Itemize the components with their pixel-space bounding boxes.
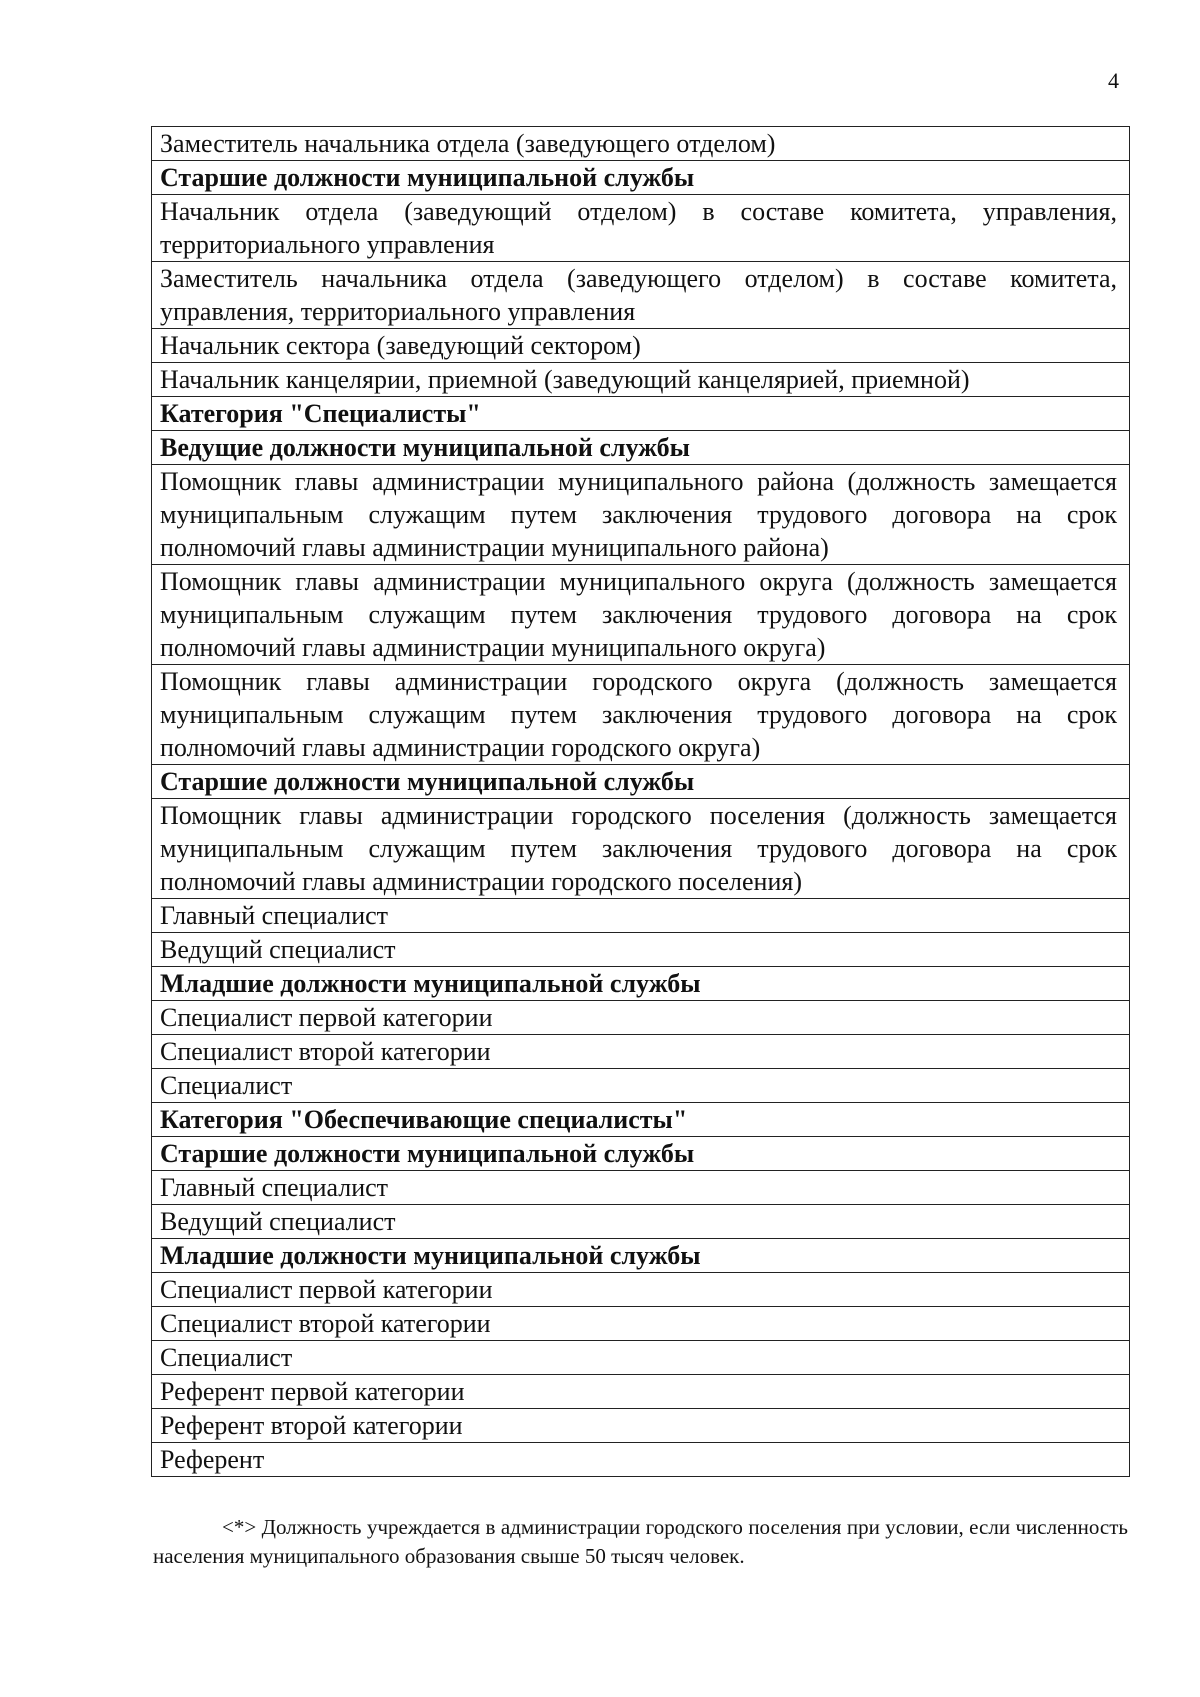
table-cell: Ведущий специалист (152, 1205, 1130, 1239)
table-cell: Начальник сектора (заведующий сектором) (152, 329, 1130, 363)
table-row (152, 1409, 1130, 1443)
page-number: 4 (1108, 68, 1119, 93)
section-header-row (152, 431, 1130, 465)
table-cell: Специалист первой категории (152, 1001, 1130, 1035)
section-header-cell: Старшие должности муниципальной службы (152, 765, 1130, 799)
section-header-row (152, 967, 1130, 1001)
table-cell: Референт (152, 1443, 1130, 1477)
table-row (152, 899, 1130, 933)
table-row (152, 1069, 1130, 1103)
table-cell: Начальник отдела (заведующий отделом) в составе комитета, управления, территориального управления (152, 195, 1130, 262)
category-header-cell: Категория "Обеспечивающие специалисты" (152, 1103, 1130, 1137)
section-header-row (152, 765, 1130, 799)
table-row (152, 1341, 1130, 1375)
table-row (152, 127, 1130, 161)
table-row (152, 1273, 1130, 1307)
table-row (152, 262, 1130, 329)
table-cell: Начальник канцелярии, приемной (заведующий канцелярией, приемной) (152, 363, 1130, 397)
table-row (152, 329, 1130, 363)
section-header-cell: Старшие должности муниципальной службы (152, 1137, 1130, 1171)
table-row (152, 799, 1130, 899)
table-cell: Специалист первой категории (152, 1273, 1130, 1307)
table-cell: Референт второй категории (152, 1409, 1130, 1443)
category-header-row (152, 1103, 1130, 1137)
table-row (152, 1001, 1130, 1035)
table-cell: Заместитель начальника отдела (заведующего отделом) в составе комитета, управления, территориального управления (152, 262, 1130, 329)
table-row (152, 1443, 1130, 1477)
section-header-cell: Младшие должности муниципальной службы (152, 1239, 1130, 1273)
table-cell: Специалист (152, 1341, 1130, 1375)
table-cell: Специалист второй категории (152, 1035, 1130, 1069)
positions-table (151, 126, 1130, 1477)
section-header-row (152, 161, 1130, 195)
table-cell: Специалист второй категории (152, 1307, 1130, 1341)
table-row (152, 933, 1130, 967)
table-row (152, 1307, 1130, 1341)
table-row (152, 465, 1130, 565)
table-cell: Помощник главы администрации муниципального округа (должность замещается муниципальным служащим путем заключения трудового договора на срок полномочий главы администрации муниципального округа) (152, 565, 1130, 665)
section-header-cell: Старшие должности муниципальной службы (152, 161, 1130, 195)
table-row (152, 1375, 1130, 1409)
table-row (152, 665, 1130, 765)
category-header-cell: Категория "Специалисты" (152, 397, 1130, 431)
table-row (152, 1171, 1130, 1205)
table-row (152, 195, 1130, 262)
table-row (152, 1205, 1130, 1239)
section-header-cell: Ведущие должности муниципальной службы (152, 431, 1130, 465)
section-header-row (152, 1239, 1130, 1273)
category-header-row (152, 397, 1130, 431)
table-row (152, 1035, 1130, 1069)
table-cell: Помощник главы администрации городского поселения (должность замещается муниципальным служащим путем заключения трудового договора на срок полномочий главы администрации городского поселения) (152, 799, 1130, 899)
footnote: <*> Должность учреждается в администрации городского поселения при условии, если численность населения муниципального образования свыше 50 тысяч человек. (153, 1515, 1128, 1568)
table-cell: Специалист (152, 1069, 1130, 1103)
table-cell: Помощник главы администрации городского округа (должность замещается муниципальным служащим путем заключения трудового договора на срок полномочий главы администрации городского округа) (152, 665, 1130, 765)
table-cell: Ведущий специалист (152, 933, 1130, 967)
table-row (152, 363, 1130, 397)
section-header-cell: Младшие должности муниципальной службы (152, 967, 1130, 1001)
section-header-row (152, 1137, 1130, 1171)
table-row (152, 565, 1130, 665)
table-cell: Референт первой категории (152, 1375, 1130, 1409)
table-cell: Главный специалист (152, 1171, 1130, 1205)
table-cell: Главный специалист (152, 899, 1130, 933)
table-cell: Заместитель начальника отдела (заведующего отделом) (152, 127, 1130, 161)
table-cell: Помощник главы администрации муниципального района (должность замещается муниципальным служащим путем заключения трудового договора на срок полномочий главы администрации муниципального района) (152, 465, 1130, 565)
